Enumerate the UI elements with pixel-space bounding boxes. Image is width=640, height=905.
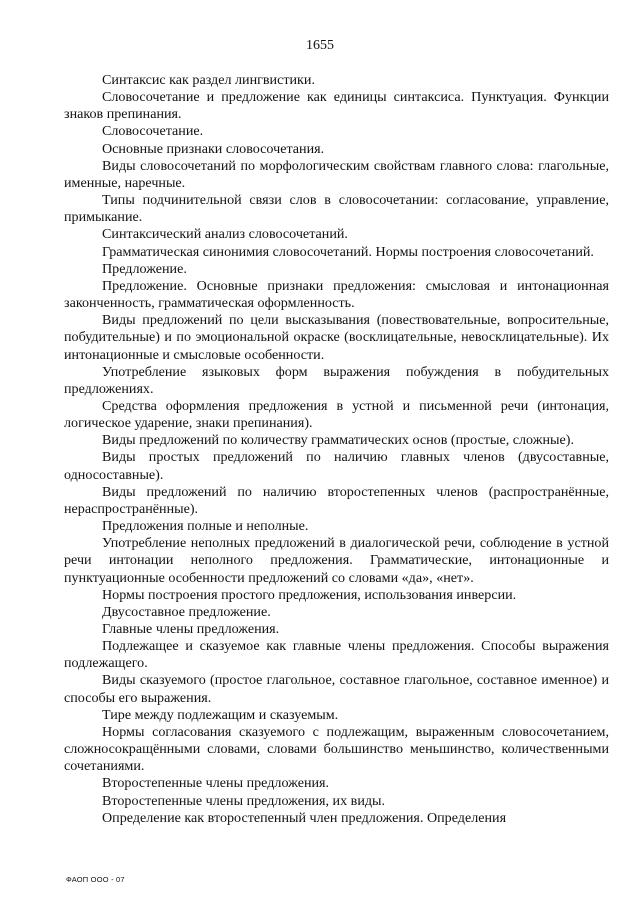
paragraph: Виды предложений по цели высказывания (повествовательные, вопросительные, побудительные) и по эмоциональной окраске (восклицательные, невосклицательные). Их интонационные и смысловые особенности. — [64, 312, 609, 363]
paragraph: Синтаксический анализ словосочетаний. — [102, 226, 348, 243]
paragraph: Предложение. — [102, 260, 187, 277]
paragraph: Синтаксис как раздел лингвистики. — [102, 72, 315, 88]
paragraph: Главные члены предложения. — [102, 621, 280, 637]
paragraph: Виды простых предложений по наличию главных членов (двусоставные, односоставные). — [64, 449, 609, 483]
paragraph: Употребление неполных предложений в диалогической речи, соблюдение в устной речи интонации неполного предложения. Грамматические, интонационные и пунктуационные особенности предложений со словами «да», «нет». — [64, 535, 609, 586]
footer-code: ФАОП ООО - 07 — [66, 875, 125, 884]
paragraph: Нормы согласования сказуемого с подлежащим, выраженным словосочетанием, сложносокращёнными словами, словами большинство меньшинство, количественными сочетаниями. — [64, 723, 609, 775]
paragraph: Определение как второстепенный член предложения. Определения — [102, 809, 507, 826]
paragraph: Основные признаки словосочетания. — [102, 140, 325, 157]
paragraph: Подлежащее и сказуемое как главные члены предложения. Способы выражения подлежащего. — [64, 638, 609, 672]
paragraph: Употребление языковых форм выражения побуждения в побудительных предложениях. — [64, 363, 609, 397]
paragraph: Второстепенные члены предложения, их виды. — [102, 792, 386, 809]
paragraph: Словосочетание. — [102, 123, 204, 140]
paragraph: Виды предложений по наличию второстепенных членов (распространённые, нераспространённые). — [64, 483, 609, 517]
paragraph: Виды сказуемого (простое глагольное, составное глагольное, составное именное) и способы его выражения. — [64, 672, 609, 706]
paragraph: Предложения полные и неполные. — [102, 518, 309, 535]
paragraph: Предложение. Основные признаки предложения: смысловая и интонационная законченность, грамматическая оформленность. — [64, 277, 609, 312]
paragraph: Словосочетание и предложение как единицы синтаксиса. Пунктуация. Функции знаков препинания. — [64, 89, 609, 123]
body-text — [64, 72, 609, 827]
paragraph: Грамматическая синонимия словосочетаний. Нормы построения словосочетаний. — [102, 243, 594, 260]
paragraph: Виды предложений по количеству грамматических основ (простые, сложные). — [102, 432, 574, 449]
paragraph: Второстепенные члены предложения. — [102, 775, 330, 792]
paragraph: Виды словосочетаний по морфологическим свойствам главного слова: глагольные, именные, наречные. — [64, 157, 609, 191]
paragraph: Средства оформления предложения в устной и письменной речи (интонация, логическое ударение, знаки препинания). — [64, 397, 609, 432]
paragraph: Типы подчинительной связи слов в словосочетании: согласование, управление, примыкание. — [64, 192, 609, 226]
paragraph: Двусоставное предложение. — [102, 603, 271, 620]
paragraph: Тире между подлежащим и сказуемым. — [102, 706, 339, 723]
paragraph: Нормы построения простого предложения, использования инверсии. — [102, 586, 517, 603]
page-number: 1655 — [306, 38, 334, 53]
